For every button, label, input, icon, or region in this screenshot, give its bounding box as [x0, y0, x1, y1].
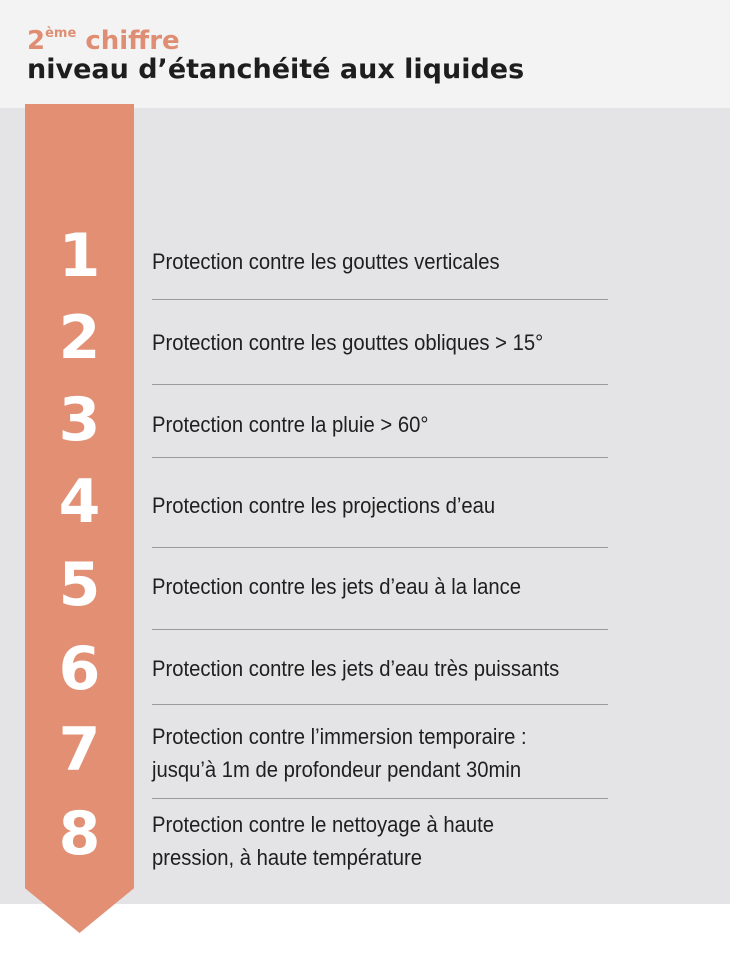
- kicker-superscript: ème: [45, 26, 77, 41]
- level-number-4: 4: [58, 467, 101, 537]
- level-number-2: 2: [58, 303, 101, 373]
- level-number-7: 7: [58, 715, 101, 785]
- level-description-5: Protection contre les jets d’eau à la lance: [152, 574, 522, 599]
- separator: [152, 704, 608, 705]
- level-number-6: 6: [58, 634, 101, 704]
- separator: [152, 798, 608, 799]
- level-description-3: Protection contre la pluie > 60°: [152, 412, 429, 437]
- level-number-5: 5: [58, 550, 101, 620]
- kicker-word: chiffre: [85, 26, 180, 56]
- level-number-3: 3: [58, 385, 101, 455]
- kicker-number: 2: [27, 26, 46, 56]
- page-title: niveau d’étanchéité aux liquides: [27, 54, 525, 85]
- level-description-6: Protection contre les jets d’eau très puissants: [152, 656, 560, 681]
- separator: [152, 299, 608, 300]
- separator: [152, 457, 608, 458]
- level-number-8: 8: [58, 799, 101, 869]
- level-description-2: Protection contre les gouttes obliques > 15°: [152, 330, 544, 355]
- separator: [152, 384, 608, 385]
- separator: [152, 547, 608, 548]
- level-number-1: 1: [58, 221, 101, 291]
- level-description-1: Protection contre les gouttes verticales: [152, 249, 500, 274]
- level-description-7: Protection contre l’immersion temporaire : jusqu’à 1m de profondeur pendant 30min: [152, 724, 527, 782]
- level-description-4: Protection contre les projections d’eau: [152, 493, 496, 518]
- separator: [152, 629, 608, 630]
- level-description-8: Protection contre le nettoyage à haute pression, à haute température: [152, 812, 495, 870]
